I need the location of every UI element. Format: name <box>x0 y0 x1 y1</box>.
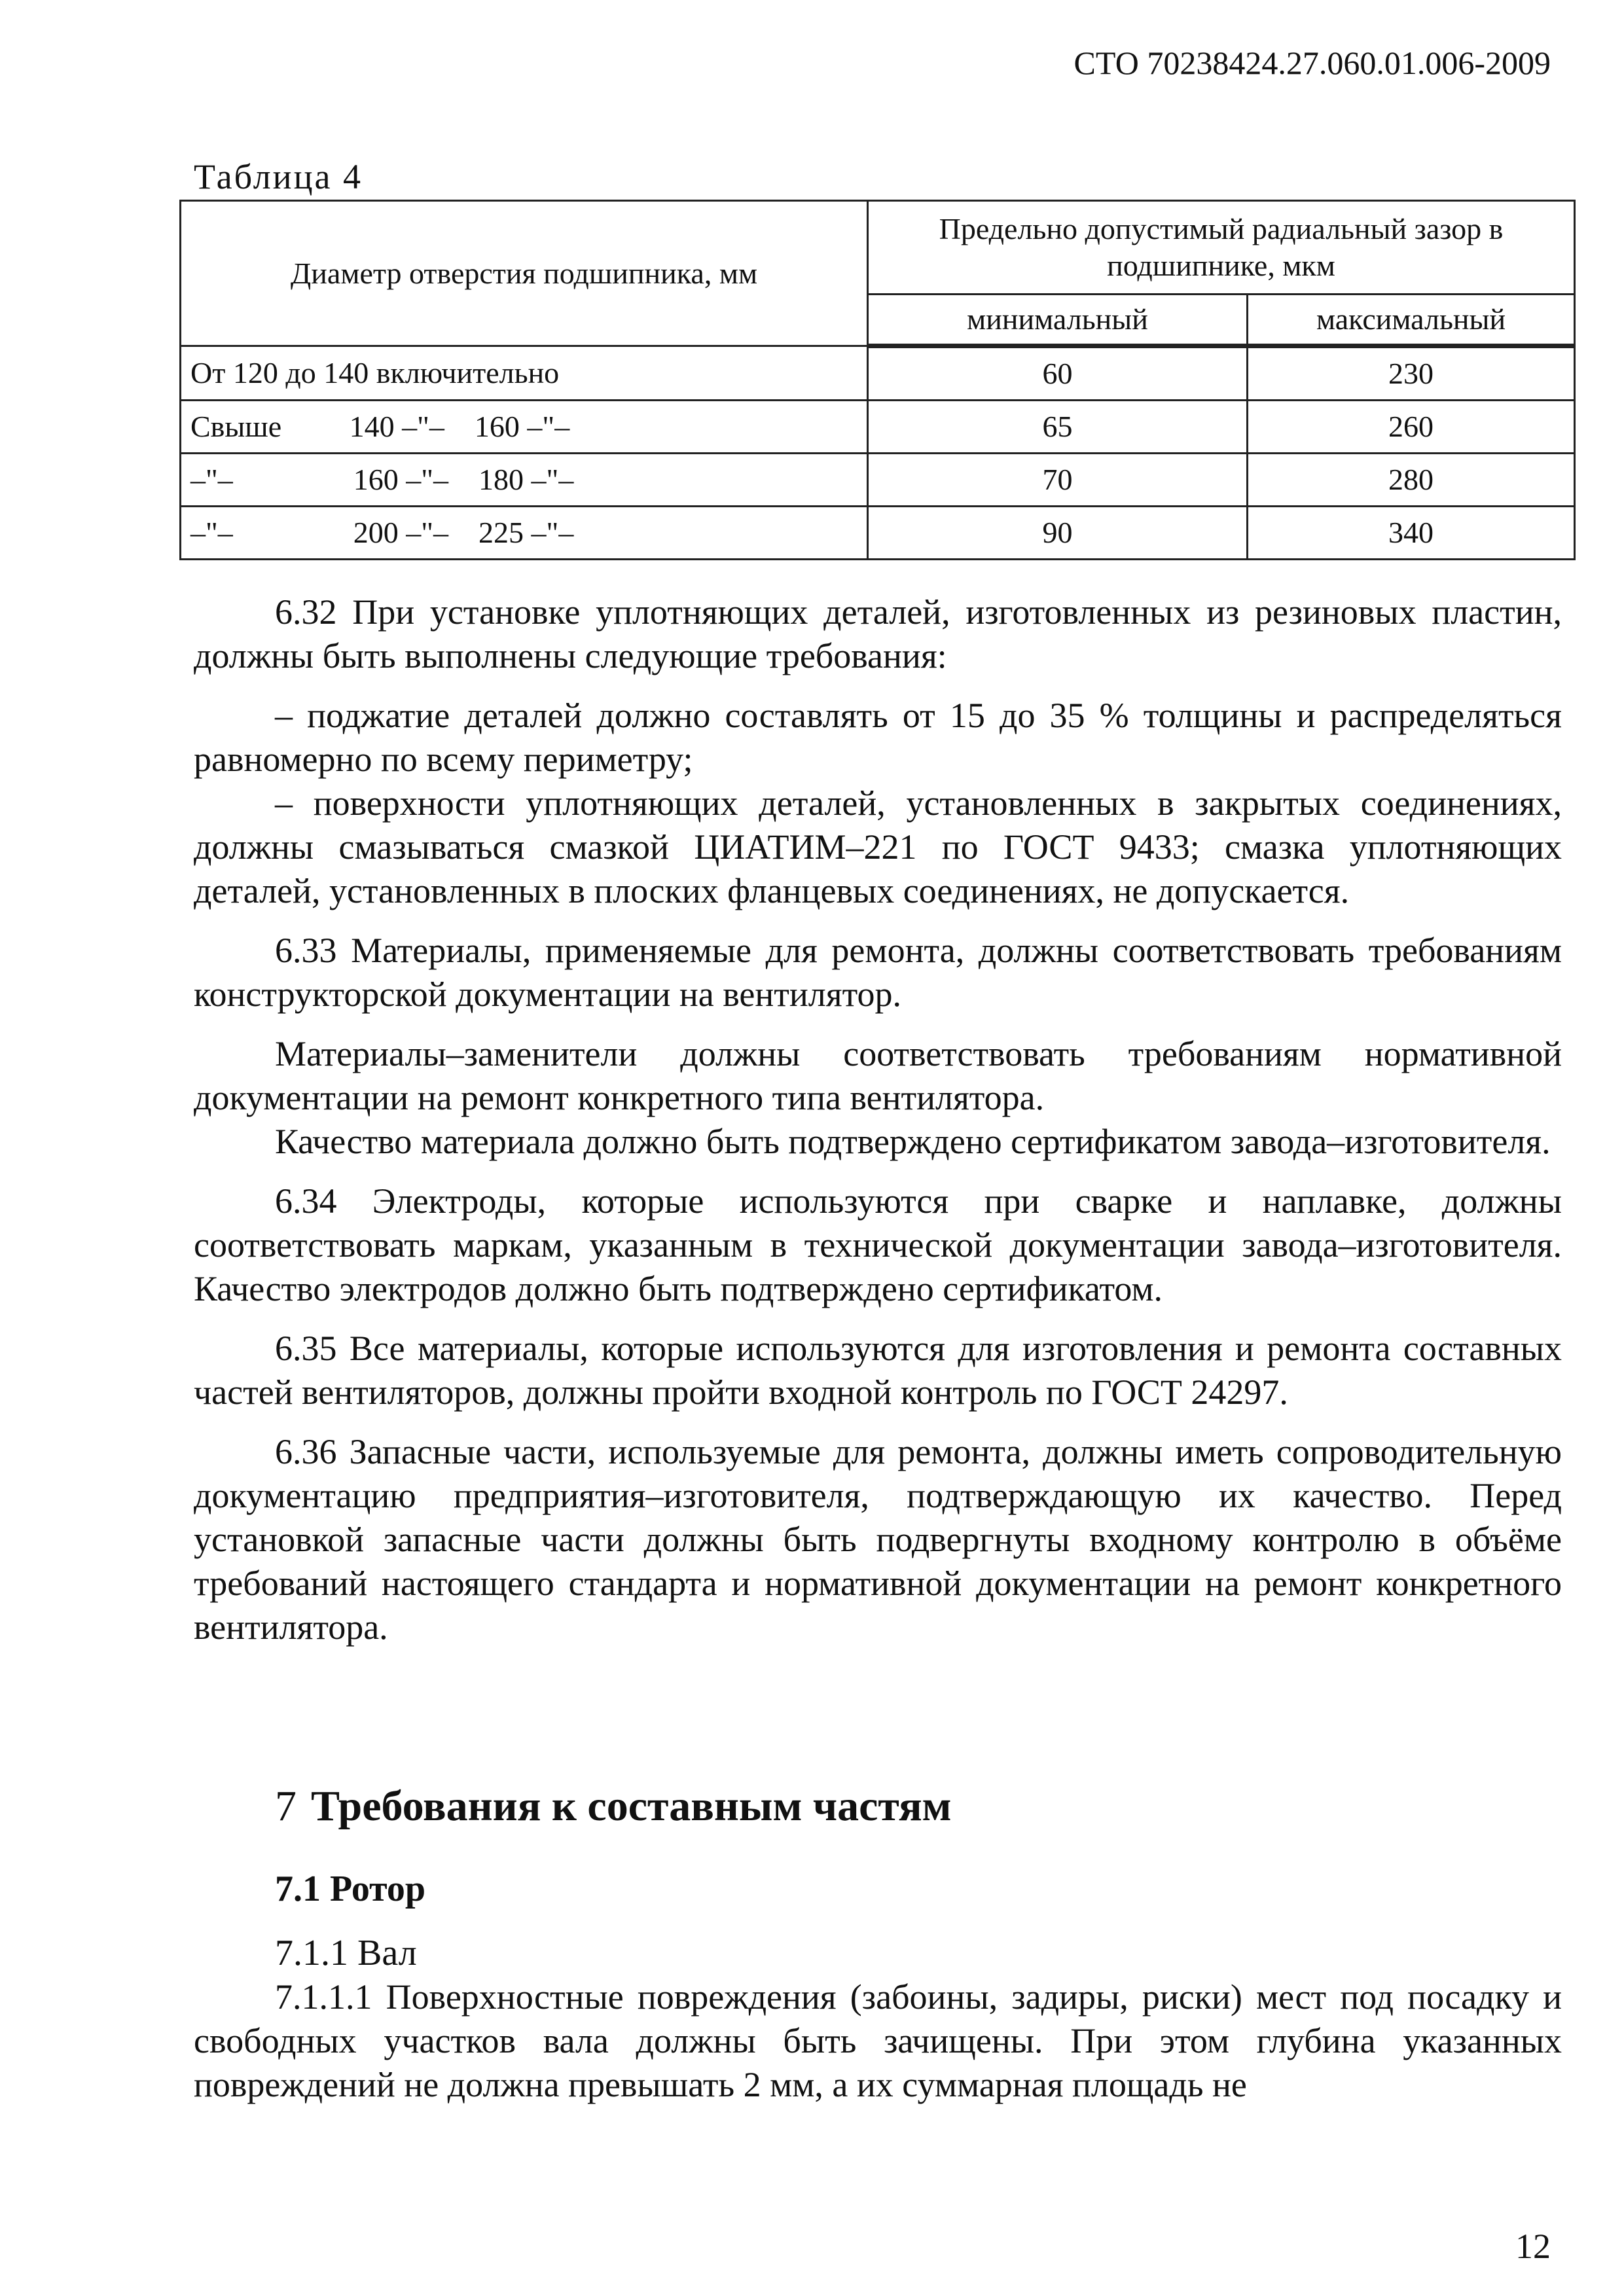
page-number: 12 <box>1515 2227 1551 2266</box>
list-item: – поджатие деталей должно составлять от 15 до 35 % толщины и распределяться равномерно по всему периметру; <box>194 696 1562 779</box>
table-cell-max: 340 <box>1248 507 1575 560</box>
table-cell-min: 90 <box>868 507 1248 560</box>
section-7-body <box>194 1975 1562 2107</box>
list-item: – поверхности уплотняющих деталей, установленных в закрытых соединениях, должны смазываться смазкой ЦИАТИМ–221 по ГОСТ 9433; смазка уплотняющих деталей, установленных в плоских фланцевых соединениях, не допускается. <box>194 783 1562 910</box>
paragraph-6-36: 6.36 Запасные части, используемые для ремонта, должны иметь сопроводительную документацию предприятия–изготовителя, подтверждающую их качество. Перед установкой запасные части должны быть подвергнуты входному контролю в объёме требований настоящего стандарта и нормативной документации на ремонт конкретного вентилятора. <box>194 1432 1562 1647</box>
table-row <box>181 454 1575 507</box>
table-cell-max: 230 <box>1248 346 1575 401</box>
table-cell-max: 280 <box>1248 454 1575 507</box>
table-header-min: минимальный <box>868 295 1248 346</box>
section-7-number: 7 <box>275 1782 297 1830</box>
table-cell-max: 260 <box>1248 401 1575 454</box>
table-row <box>181 346 1575 401</box>
paragraph-6-33: 6.33 Материалы, применяемые для ремонта, должны соответствовать требованиям конструкторской документации на вентилятор. <box>194 931 1562 1014</box>
section-6-body <box>194 590 1562 1649</box>
table-cell-min: 60 <box>868 346 1248 401</box>
table-header-max: максимальный <box>1248 295 1575 346</box>
bearing-clearance-table <box>179 200 1576 560</box>
document-code: СТО 70238424.27.060.01.006-2009 <box>1074 45 1551 81</box>
table-cell-min: 65 <box>868 401 1248 454</box>
table-cell-diameter: Свыше 140 –"– 160 –"– <box>181 401 868 454</box>
table-row <box>181 401 1575 454</box>
subsection-7-1-heading: 7.1 Ротор <box>275 1869 425 1909</box>
paragraph-6-33-quality: Качество материала должно быть подтверждено сертификатом завода–изготовителя. <box>275 1122 1551 1161</box>
paragraph-6-33-substitutes: Материалы–заменители должны соответствовать требованиям нормативной документации на ремонт конкретного типа вентилятора. <box>194 1034 1562 1117</box>
paragraph-6-32: 6.32 При установке уплотняющих деталей, изготовленных из резиновых пластин, должны быть выполнены следующие требования: <box>194 592 1562 675</box>
table-caption: Таблица 4 <box>194 157 363 196</box>
table-row <box>181 507 1575 560</box>
section-7-heading <box>275 1780 952 1833</box>
table-cell-diameter: –"– 160 –"– 180 –"– <box>181 454 868 507</box>
paragraph-6-34: 6.34 Электроды, которые используются при сварке и наплавке, должны соответствовать маркам, указанным в технической документации завода–изготовителя. Качество электродов должно быть подтверждено сертификатом. <box>194 1181 1562 1308</box>
paragraph-7-1-1-1: 7.1.1.1 Поверхностные повреждения (забоины, задиры, риски) мест под посадку и свободных участков вала должны быть зачищены. При этом глубина указанных повреждений не должна превышать 2 мм, а их суммарная площадь не <box>194 1977 1562 2104</box>
paragraph-6-35: 6.35 Все материалы, которые используются для изготовления и ремонта составных частей вентиляторов, должны пройти входной контроль по ГОСТ 24297. <box>194 1329 1562 1412</box>
table-cell-min: 70 <box>868 454 1248 507</box>
table-cell-diameter: –"– 200 –"– 225 –"– <box>181 507 868 560</box>
table-header-diameter: Диаметр отверстия подшипника, мм <box>181 201 868 346</box>
table-cell-diameter: От 120 до 140 включительно <box>181 346 868 401</box>
section-7-title: Требования к составным частям <box>311 1782 952 1830</box>
subsection-7-1-1-heading: 7.1.1 Вал <box>275 1933 417 1973</box>
table-header-clearance: Предельно допустимый радиальный зазор в подшипнике, мкм <box>868 201 1575 295</box>
